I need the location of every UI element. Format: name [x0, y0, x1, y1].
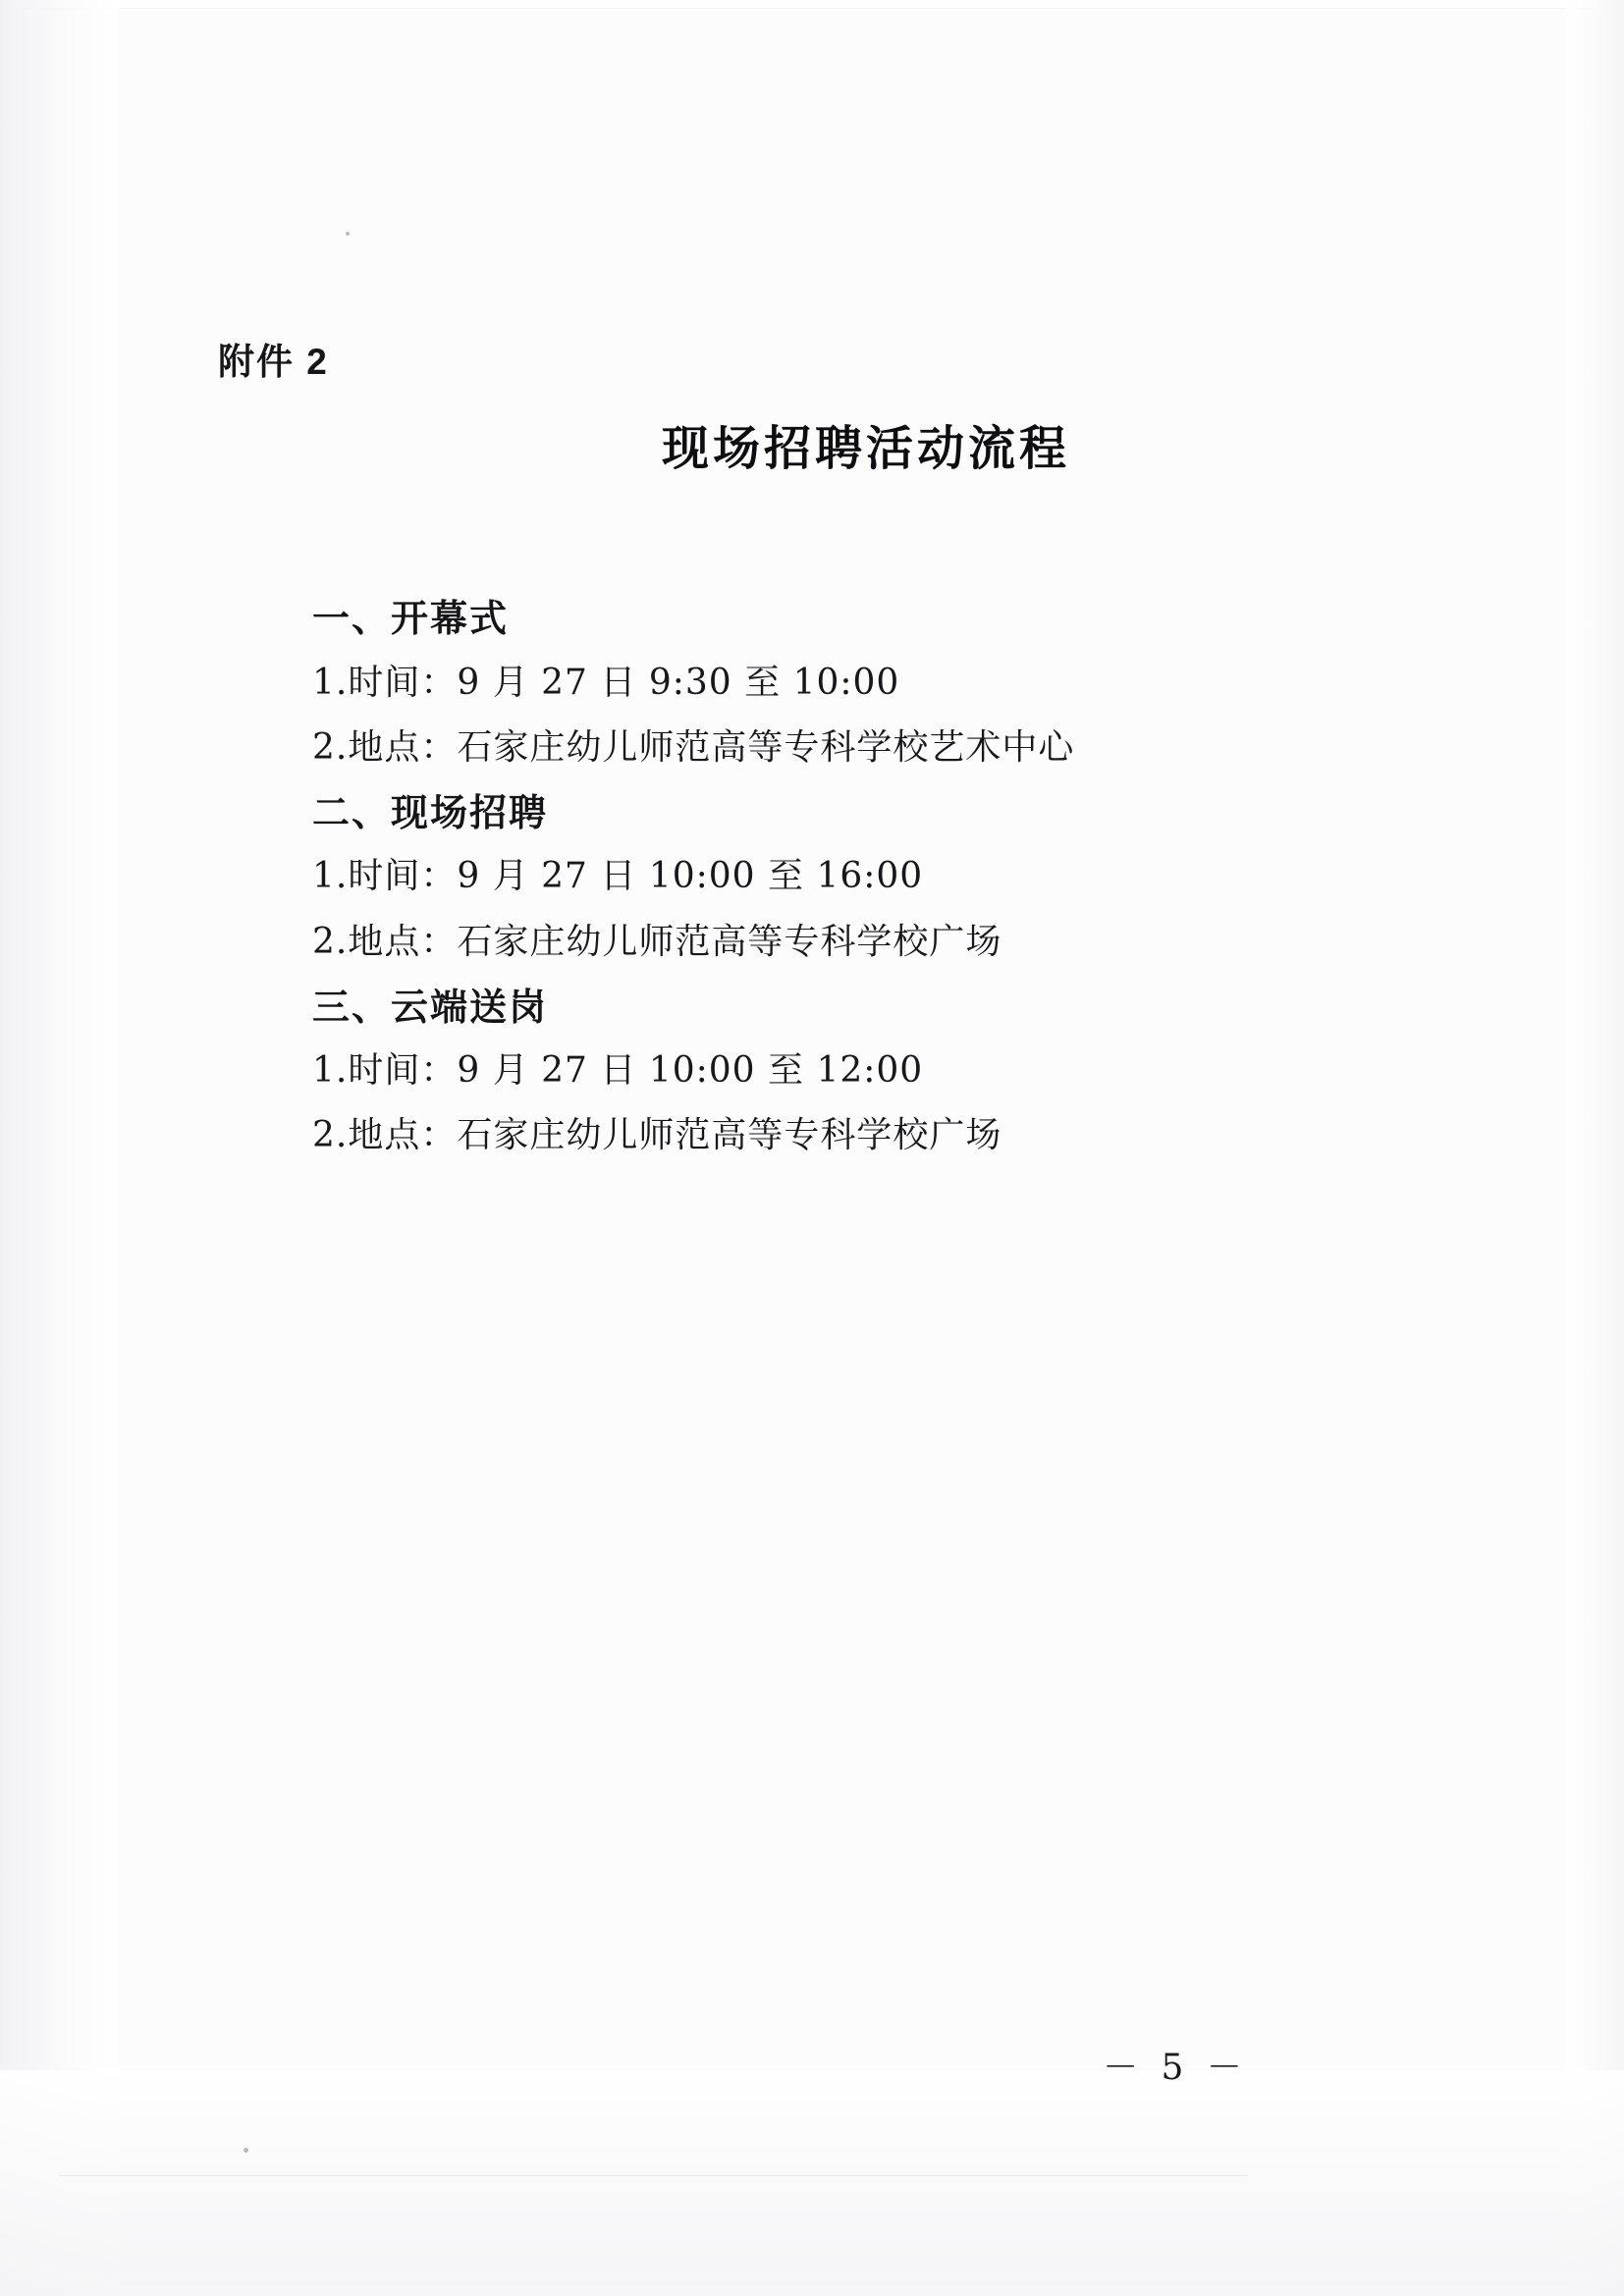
- page-number: － 5 －: [1103, 2048, 1248, 2088]
- document-body: [312, 597, 1392, 1176]
- section-line-location: 2.地点：石家庄幼儿师范高等专科学校广场: [312, 921, 1002, 962]
- section-heading: 一、开幕式: [312, 599, 510, 640]
- section-line-time: 1.时间：9 月 27 日 10:00 至 16:00: [312, 856, 924, 897]
- section-heading: 二、现场招聘: [312, 792, 549, 834]
- section-line-location: 2.地点：石家庄幼儿师范高等专科学校艺术中心: [312, 726, 1075, 768]
- page-title: 现场招聘活动流程: [661, 421, 1070, 476]
- section-line-time: 1.时间：9 月 27 日 10:00 至 12:00: [312, 1050, 924, 1092]
- section-line-time: 1.时间：9 月 27 日 9:30 至 10:00: [312, 662, 900, 703]
- section-heading: 三、云端送岗: [312, 987, 549, 1029]
- section-line-location: 2.地点：石家庄幼儿师范高等专科学校广场: [312, 1115, 1002, 1156]
- section-cloud-job-delivery: [312, 986, 1392, 1162]
- section-opening-ceremony: [312, 597, 1392, 774]
- attachment-label: 附件 2: [218, 342, 329, 382]
- section-onsite-recruitment: [312, 791, 1392, 968]
